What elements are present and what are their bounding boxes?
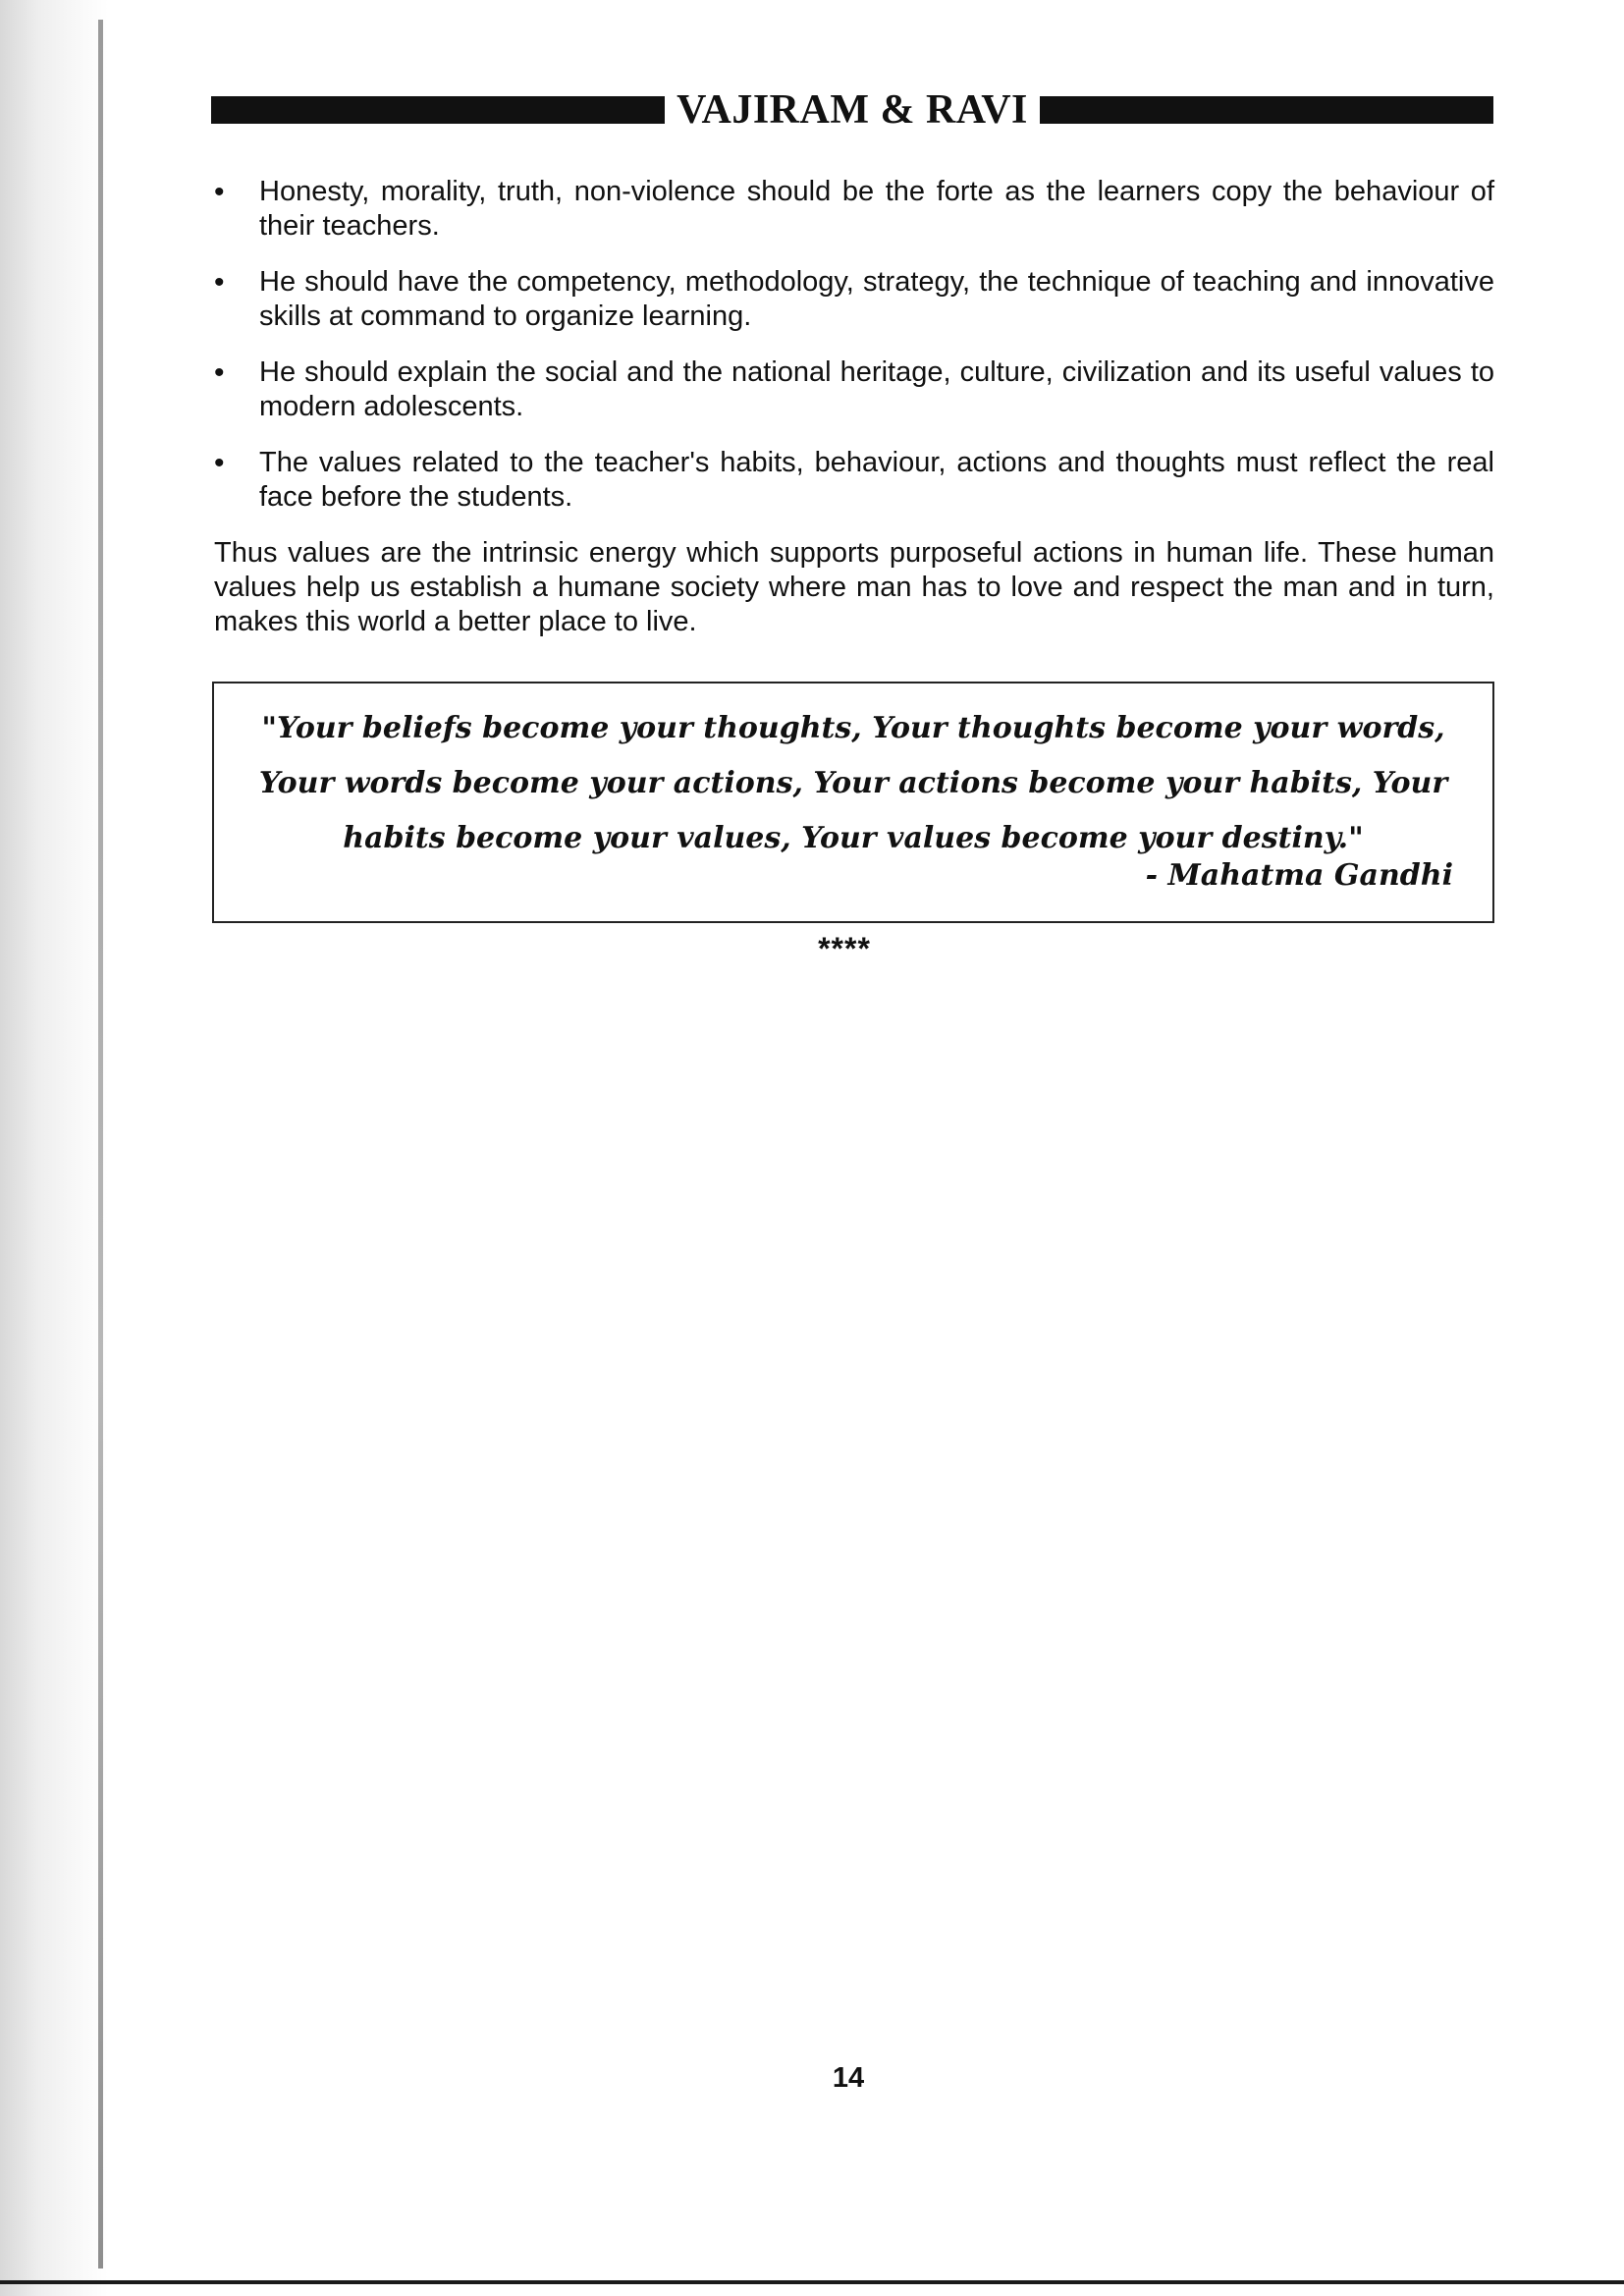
list-item [214, 265, 1494, 334]
bullet-icon: • [214, 176, 225, 208]
page-number: 14 [832, 2062, 865, 2094]
main-content [214, 175, 1494, 639]
bullet-icon: • [214, 266, 225, 299]
quote-author: - Mahatma Gandhi [1145, 858, 1453, 893]
bullet-text: He should explain the social and the national heritage, culture, civilization and its useful values to modern adolescents. [259, 356, 1494, 422]
header-title: VAJIRAM & RAVI [677, 87, 1028, 133]
quote-box [212, 682, 1494, 923]
list-item [214, 446, 1494, 515]
header-bar-left [211, 96, 665, 124]
page-header [211, 84, 1493, 136]
section-separator: **** [818, 931, 871, 966]
header-bar-right [1040, 96, 1493, 124]
bullet-list [214, 175, 1494, 515]
list-item [214, 355, 1494, 424]
bullet-text: The values related to the teacher's habits, behaviour, actions and thoughts must reflect the real face before the students. [259, 447, 1494, 513]
bullet-text: He should have the competency, methodology, strategy, the technique of teaching and innovative skills at command to organize learning. [259, 266, 1494, 332]
bullet-text: Honesty, morality, truth, non-violence should be the forte as the learners copy the behaviour of their teachers. [259, 176, 1494, 242]
quote-text: "Your beliefs become your thoughts, Your thoughts become your words, Your words become your actions, Your actions become your habits, Your habits become your values, Your values become your destiny." [258, 711, 1448, 855]
bottom-rule [0, 2280, 1624, 2284]
bullet-icon: • [214, 447, 225, 479]
summary-paragraph: Thus values are the intrinsic energy which supports purposeful actions in human life. These human values help us establish a humane society where man has to love and respect the man and in turn, makes this world a better place to live. [214, 537, 1494, 637]
page-binding-shadow [0, 0, 108, 2296]
binding-edge-line [98, 20, 103, 2269]
list-item [214, 175, 1494, 244]
bullet-icon: • [214, 356, 225, 389]
